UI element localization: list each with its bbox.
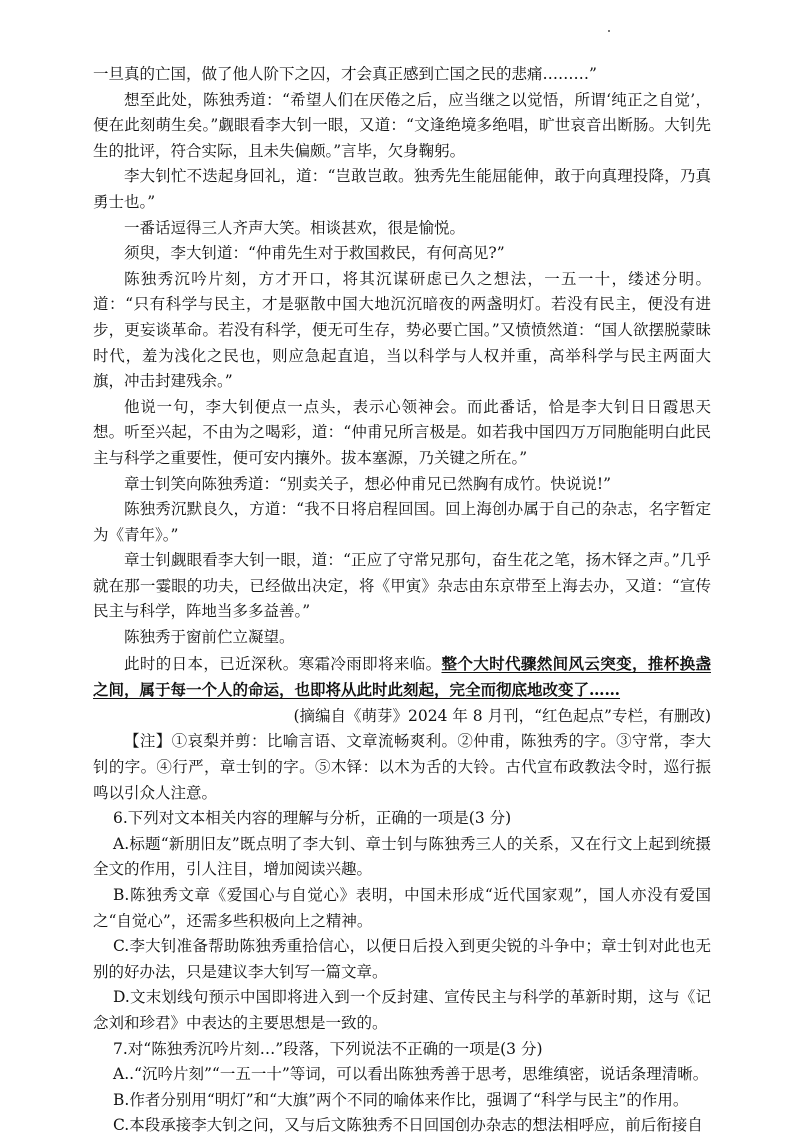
- question-6-option-a: A.标题“新朋旧友”既点明了李大钊、章士钊与陈独秀三人的关系，又在行文上起到统摄全文的作用，引人注目，增加阅读兴趣。: [93, 834, 711, 879]
- paragraph: 想至此处，陈独秀道：“希望人们在厌倦之后，应当继之以觉悟，所谓‘纯正之自觉’，便在此刻萌生矣。”觑眼看李大钊一眼，又道：“文逢绝境多绝唱，旷世哀音出断肠。大钊先生的批评，符合实际，且未失偏颇。”言毕，欠身鞠躬。: [93, 90, 711, 160]
- final-paragraph: [93, 651, 711, 704]
- final-paragraph-plain: 此时的日本，已近深秋。寒霜冷雨即将来临。: [124, 654, 442, 673]
- question-7-option-a: A..“沉吟片刻”“一五一十”等词，可以看出陈独秀善于思考，思维缜密，说话条理清晰。: [113, 1065, 709, 1084]
- question-6-option-c: C.李大钊准备帮助陈独秀重拾信心，以便日后投入到更尖锐的斗争中；章士钊对此也无别的好办法，只是建议李大钊写一篇文章。: [93, 937, 711, 981]
- underlined-sentence: 整个大时代骤然间风云突变，推杯换盏之间，属于每一个人的命运，也即将从此时此刻起，完全而彻底地改变了……: [93, 653, 711, 700]
- annotation-note: 【注】①哀梨并剪：比喻言语、文章流畅爽利。②仲甫，陈独秀的字。③守常，李大钊的字。④行严，章士钊的字。⑤木铎：以木为舌的大铃。古代宣布政教法令时，巡行振鸣以引众人注意。: [93, 732, 711, 802]
- source-citation: (摘编自《萌芽》2024 年 8 月刊，“红色起点”专栏，有删改): [293, 706, 711, 725]
- question-7-option-c: C.本段承接李大钊之问，又与后文陈独秀不日回国创办杂志的想法相呼应，前后衔接自: [113, 1116, 703, 1135]
- paragraph: 章士钊觑眼看李大钊一眼，道：“正应了守常兄那句，奋生花之笔，扬木铎之声。”几乎就在那一霎眼的功夫，已经做出决定，将《甲寅》杂志由东京带至上海去办，又道：“宣传民主与科学，阵地当多多益善。”: [93, 551, 711, 621]
- paragraph: 李大钊忙不迭起身回礼，道：“岂敢岂敢。独秀先生能屈能伸，敢于向真理投降，乃真勇士也。”: [93, 167, 711, 211]
- question-6-option-b: B.陈独秀文章《爱国心与自觉心》表明，中国未形成“近代国家观”，国人亦没有爱国之“自觉心”，还需多些积极向上之精神。: [93, 886, 711, 930]
- paragraph: 他说一句，李大钊便点一点头，表示心领神会。而此番话，恰是李大钊日日霞思天想。听至兴起，不由为之喝彩，道：“仲甫兄所言极是。如若我中国四万万同胞能明白此民主与科学之重要性，便可安内攘外。拔本塞源，乃关键之所在。”: [93, 397, 711, 467]
- scan-speck: [608, 30, 610, 32]
- passage-body: [93, 62, 711, 1139]
- question-6-option-d: D.文末划线句预示中国即将进入到一个反封建、宣传民主与科学的革新时期，这与《记念刘和珍君》中表达的主要思想是一致的。: [93, 988, 711, 1032]
- paragraph: 章士钊笑向陈独秀道：“别卖关子，想必仲甫兄已然胸有成竹。快说说!”: [124, 474, 612, 493]
- paragraph: 陈独秀于窗前伫立凝望。: [124, 628, 295, 647]
- question-7-stem: 7.对“陈独秀沉吟片刻…”段落，下列说法不正确的一项是(3 分): [113, 1039, 543, 1058]
- paragraph: 须臾，李大钊道：“仲甫先生对于救国救民，有何高见?”: [124, 244, 505, 263]
- paragraph: 一旦真的亡国，做了他人阶下之囚，才会真正感到亡国之民的悲痛………”: [93, 65, 597, 83]
- paragraph: 一番话逗得三人齐声大笑。相谈甚欢，很是愉悦。: [124, 218, 466, 237]
- question-7-option-b: B.作者分别用“明灯”和“大旗”两个不同的喻体来作比，强调了“科学与民主”的作用。: [113, 1090, 689, 1109]
- paragraph: 陈独秀沉吟片刻，方才开口，将其沉谋研虑已久之想法，一五一十，缕述分明。道：“只有科学与民主，才是驱散中国大地沉沉暗夜的两盏明灯。若没有民主，便没有进步，更妄谈革命。若没有科学，便无可生存，势必要亡国。”又愤愤然道：“国人欲摆脱蒙昧时代，羞为浅化之民也，则应急起直追，当以科学与人权并重，高举科学与民主两面大旗，冲击封建残余。”: [93, 269, 711, 391]
- question-6-stem: 6.下列对文本相关内容的理解与分析，正确的一项是(3 分): [113, 809, 512, 828]
- paragraph: 陈独秀沉默良久，方道：“我不日将启程回国。回上海创办属于自己的杂志，名字暂定为《青年》。”: [93, 500, 711, 544]
